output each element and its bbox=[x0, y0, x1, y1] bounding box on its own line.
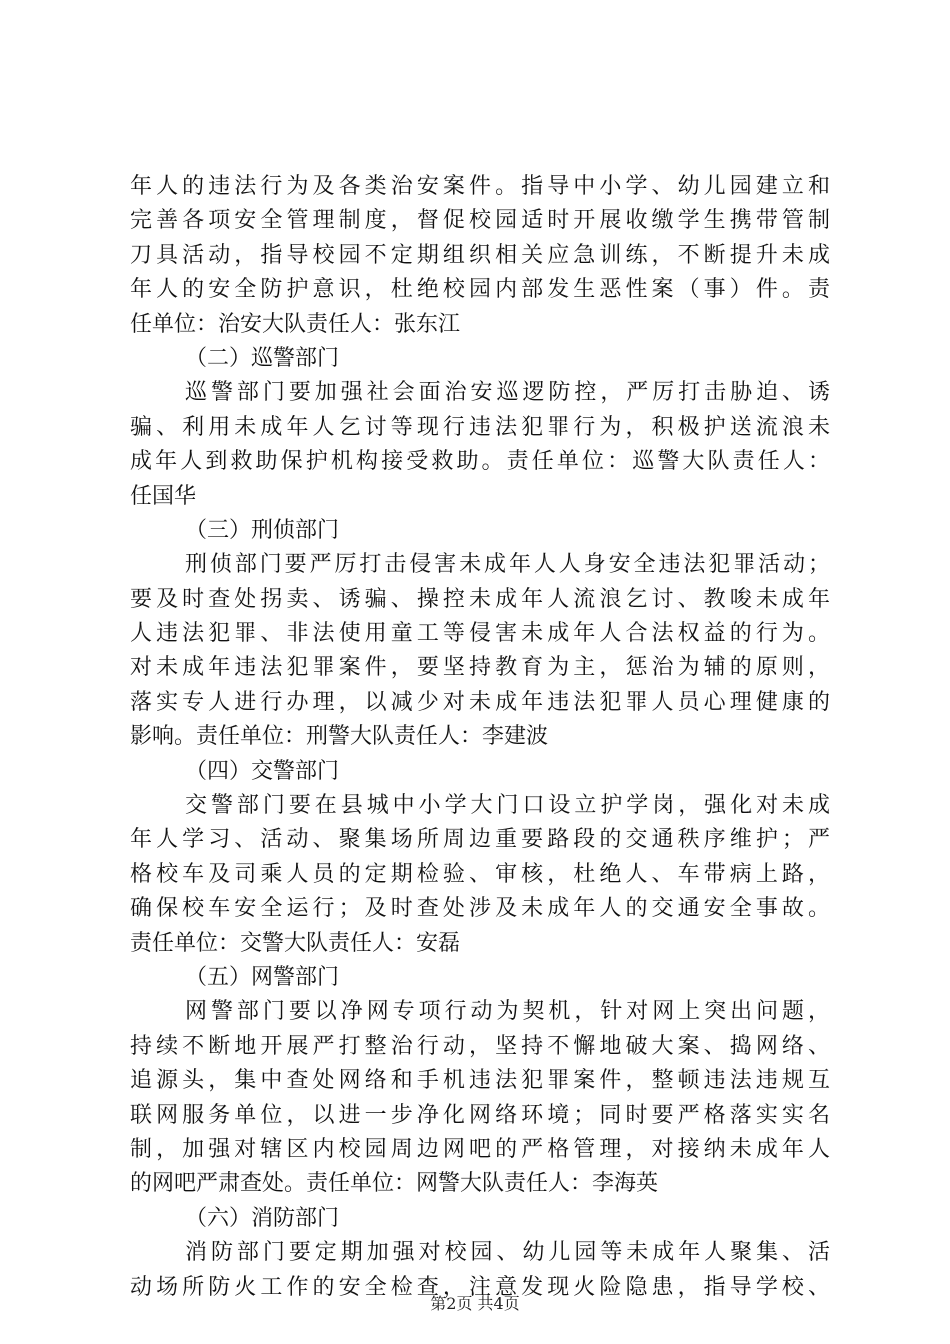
text-line: 巡警部门要加强社会面治安巡逻防控，严厉打击胁迫、诱 bbox=[185, 380, 830, 406]
text-line: 要及时查处拐卖、诱骗、操控未成年人流浪乞讨、教唆未成年 bbox=[130, 586, 830, 612]
text-line: 成年人到救助保护机构接受救助。责任单位：巡警大队责任人： bbox=[130, 449, 830, 475]
text-line: 影响。责任单位：刑警大队责任人：李建波 bbox=[130, 724, 549, 750]
document-body bbox=[130, 170, 830, 1305]
page-number-footer: 第2页 共4页 bbox=[430, 1294, 520, 1313]
section-heading: （六）消防部门 bbox=[185, 1205, 340, 1231]
text-line: 刀具活动，指导校园不定期组织相关应急训练，不断提升未成 bbox=[130, 242, 830, 268]
section-heading: （五）网警部门 bbox=[185, 964, 340, 990]
text-line: 交警部门要在县城中小学大门口设立护学岗，强化对未成 bbox=[185, 793, 830, 819]
text-line: 动场所防火工作的安全检查，注意发现火险隐患，指导学校、 bbox=[130, 1274, 830, 1300]
text-line: 制，加强对辖区内校园周边网吧的严格管理，对接纳未成年人 bbox=[130, 1136, 830, 1162]
text-line: 骗、利用未成年人乞讨等现行违法犯罪行为，积极护送流浪未 bbox=[130, 414, 830, 440]
section-heading: （二）巡警部门 bbox=[185, 345, 340, 371]
section-heading: （三）刑侦部门 bbox=[185, 517, 340, 543]
text-line: 确保校车安全运行；及时查处涉及未成年人的交通安全事故。 bbox=[130, 896, 830, 922]
text-line: 落实专人进行办理，以减少对未成年违法犯罪人员心理健康的 bbox=[130, 689, 830, 715]
text-line: 格校车及司乘人员的定期检验、审核，杜绝人、车带病上路， bbox=[130, 861, 830, 887]
section-heading: （四）交警部门 bbox=[185, 758, 340, 784]
text-line: 年人的违法行为及各类治安案件。指导中小学、幼儿园建立和 bbox=[130, 174, 830, 199]
text-line: 消防部门要定期加强对校园、幼儿园等未成年人聚集、活 bbox=[185, 1240, 830, 1266]
text-line: 责任单位：交警大队责任人：安磊 bbox=[130, 930, 461, 956]
text-line: 网警部门要以净网专项行动为契机，针对网上突出问题， bbox=[185, 999, 830, 1025]
text-line: 任国华 bbox=[130, 483, 197, 509]
text-line: 人违法犯罪、非法使用童工等侵害未成年人合法权益的行为。 bbox=[130, 621, 830, 647]
text-line: 追源头，集中查处网络和手机违法犯罪案件，整顿违法违规互 bbox=[130, 1068, 830, 1094]
text-line: 完善各项安全管理制度，督促校园适时开展收缴学生携带管制 bbox=[130, 208, 830, 234]
text-line: 年人的安全防护意识，杜绝校园内部发生恶性案（事）件。责 bbox=[130, 277, 830, 303]
text-line: 年人学习、活动、聚集场所周边重要路段的交通秩序维护；严 bbox=[130, 827, 830, 853]
text-line: 刑侦部门要严厉打击侵害未成年人人身安全违法犯罪活动； bbox=[185, 552, 830, 578]
text-line: 的网吧严肃查处。责任单位：网警大队责任人：李海英 bbox=[130, 1171, 659, 1197]
text-line: 持续不断地开展严打整治行动，坚持不懈地破大案、捣网络、 bbox=[130, 1033, 830, 1059]
text-line: 联网服务单位，以进一步净化网络环境；同时要严格落实实名 bbox=[130, 1102, 830, 1128]
text-line: 对未成年违法犯罪案件，要坚持教育为主，惩治为辅的原则， bbox=[130, 655, 830, 681]
text-line: 任单位：治安大队责任人：张东江 bbox=[130, 311, 461, 337]
